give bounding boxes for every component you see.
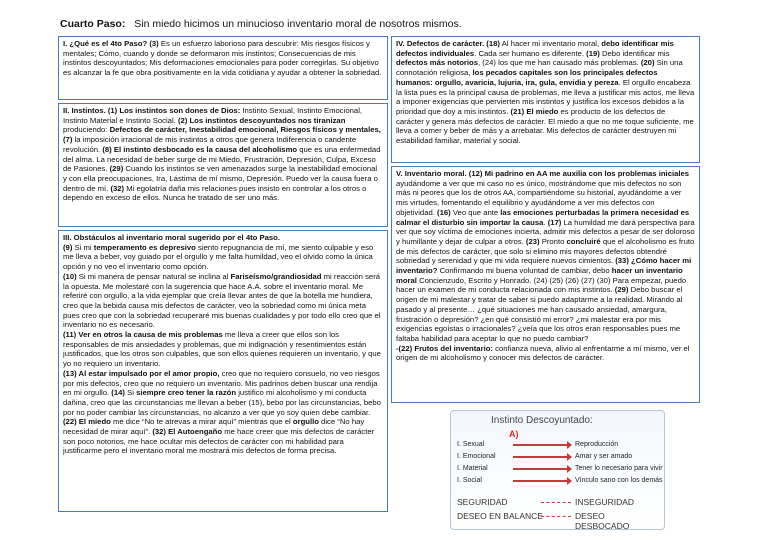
s2-j: Cuando los instintos se ven amenazados surge la inestabilidad emocional y con ella preocupaciones, Ira, Lástima de mí mismo, Depresión. Puedo ver la causa fuera o dentro de mí. [63, 164, 378, 193]
s3-p4b: creo que no requiero consuelo, no veo riesgos por mis defectos, creo que no requiero un inventario. Mis padrinos deben buscar una rendija en mi orgullo. [63, 368, 380, 398]
s2-l: Mi egolatría daña mis relaciones pues insisto en controlar a los otros o dependo en exceso de ellos. Nunca he tratado de ser uno más. [63, 183, 367, 203]
arrow-right-icon [513, 444, 571, 446]
s5-p: Concienzudo, Escrito y Honrado. (24) (25) (26) (27) (30) Para empezar, puedo hacer un examen de mi conducta relacionada con mis instintos. [396, 275, 687, 295]
s5-a: V. Inventario moral. (12) Mi padrino en AA me auxilia con los problemas iniciales [396, 169, 690, 178]
s3-para-5 [63, 417, 383, 456]
s4-n: es producto de los defectos de carácter y genera más defectos de carácter. El miedo a que no me toque suficiente, me lleva a comer y beber de más y a arrebatar. Mis defectos de carácter destruyen mi estabilidad familiar, material y social. [396, 106, 694, 146]
s2-c: (2) Los instintos descoyuntados nos tiranizan [177, 115, 346, 125]
section-1-text [63, 39, 383, 78]
dashed-arrow-icon [541, 516, 571, 517]
s5-d: Veo que ante [450, 207, 501, 217]
diagram-bottom-left: DESEO EN BALANCE [457, 511, 543, 521]
section-4-text [396, 39, 695, 146]
s5-j: Pronto [539, 236, 567, 246]
s3-p1d: siento repugnancia de mí, me siento culpable y eso me lleva a beber, voy guiado por el orgullo y me falta humildad, veo el olvido como la única opción y no veo el inventario como opción. [63, 242, 374, 272]
s5-q: (29) [614, 285, 629, 295]
s4-c: debo identificar mis defectos individuales [396, 39, 674, 58]
s3-p1b: Si mi [72, 242, 94, 252]
diagram-bottom-left: SEGURIDAD [457, 497, 508, 507]
s5-o: hacer un inventario moral [396, 266, 683, 285]
dashed-arrow-icon [541, 502, 571, 503]
section-what-is-step-4 [58, 36, 388, 100]
s5-f: . [543, 217, 548, 227]
s2-h: que es una enfermedad del alma. La necesidad de beber surge de mi Miedo, Frustración, Depresión, Culpa, Exceso de Pasiones. [63, 144, 381, 174]
instinct-diagram [450, 410, 665, 530]
s4-b: Al hacer mi inventario moral, [499, 39, 602, 48]
s3-p3b: me lleva a creer que ellos son los responsables de mis ansiedades y problemas, que mi indignación y resentimientos están justificados, que los otros son culpables, que son ellos quienes requieren un inventario, y que yo no requiero un inventario. [63, 330, 381, 369]
s4-a: IV. Defectos de carácter. (18) [396, 39, 500, 48]
s2-d: produciendo: [63, 125, 110, 135]
s5-i: (23) [525, 236, 540, 246]
s5-g: (17) [547, 217, 562, 227]
s2-k: (32) [110, 183, 125, 193]
s2-i: (29) [109, 164, 124, 174]
diagram-bottom-right: DESEO DESBOCADO [575, 511, 630, 530]
s5-n: Confirmando mi buena voluntad de cambiar, debo [437, 266, 612, 276]
s5-para-1 [396, 169, 695, 344]
s4-i: (20) [640, 58, 655, 68]
diagram-row [457, 465, 661, 474]
s4-h: , (24) los que me han causado más problemas. [478, 58, 641, 68]
s3-p2b: Si mi manera de pensar natural se inclina al [76, 271, 231, 281]
section-2-text [63, 106, 383, 203]
diagram-label: A) [509, 429, 519, 439]
diagram-bottom-right: INSEGURIDAD [575, 497, 635, 507]
section-character-defects [391, 36, 700, 163]
s3-p4f: justifico mi alcoholismo y mi conducta dañina, creo que las circunstancias me llevan a beber (15), bebo por las circunstancias, bebo por no poder cambiar las circunstancias, no alcanzo a ver que yo soy quien debe cambiar. [63, 388, 381, 417]
s3-para-1 [63, 243, 383, 272]
diagram-row [457, 453, 661, 462]
s4-g: defectos más notorios [396, 58, 479, 68]
s3-p2d: mi reacción será la opuesta. Me molestaré con la sugerencia que hace A.A. sobre el inventario moral. Me referiré con orgullo, a la vida ejemplar que creía llevar antes de que la botella me hundiera, creo que la bebida causa mis defectos de carácter, veo la sobriedad como mi única meta pues creo que con la sobriedad recuperaré mis buenas cualidades y por todo ello creo que el inventario no es necesario. [63, 271, 381, 330]
s3-p3a: (11) Ver en otros la causa de mis problemas [63, 330, 223, 340]
s5-k: concluiré [566, 236, 601, 246]
s4-k: los pecados capitales son los principales defectos humanos: orgullo, avaricia, lujuria, ira, gula, envidia y pereza [396, 68, 658, 87]
s3-p2c: Fariseísmo/grandiosidad [230, 271, 322, 281]
s3-para-2 [63, 272, 383, 330]
section-obstacles [58, 230, 388, 512]
s5-b: ayudándome a ver que mi caso no es único, mostrándome que mis defectos no son más ni peores que los de otros AA, compartiéndome su historial, ayudándome a ver mis virtudes, fomentando el equilibrio y ayudándome a ver mis defectos con objetividad. [396, 178, 682, 217]
s4-e: (19) [586, 48, 600, 58]
s3-p1a: (9) [63, 242, 73, 252]
diagram-row-right: Reproducción [575, 441, 619, 448]
s3-p5d: dice “No hay necesidad de mirar aquí”. [63, 417, 365, 437]
diagram-title: Instinto Descoyuntado: [491, 415, 593, 426]
title-label: Cuarto Paso: [60, 18, 126, 30]
arrow-right-icon [513, 456, 571, 458]
s3-p4e: siempre creo tener la razón [136, 388, 237, 398]
s3-p5a: (22) El miedo [63, 417, 111, 427]
s5-h: La humildad me dará perspectiva para ver que soy víctima de emociones incierta, admitir mis defectos a pesar de ser doloroso y humillante y dejar de culpar a otros. [396, 217, 695, 246]
s3-heading [63, 233, 383, 243]
diagram-row-left: I. Social [457, 477, 482, 484]
s4-d: . Cada ser humano es diferente. [474, 48, 587, 58]
diagram-row [457, 477, 661, 486]
section-moral-inventory [391, 166, 700, 403]
s5-c: (16) [437, 207, 451, 217]
s2-a: II. Instintos. (1) Los instintos son dones de Dios: [63, 106, 241, 115]
s2-f: la imposición irracional de mis instintos a otros que genera Indiferencia o candente revolución. [63, 135, 357, 154]
s3-p4a: (13) Al estar impulsado por el amor propio, [63, 368, 220, 378]
s4-j: Sin una connotación religiosa, [396, 58, 683, 78]
s3-p5f: me hace creer que mis defectos de carácter son poco notorios, me hace ocultar mis defectos de carácter con mi habilidad para justificarme pero el inventario moral me mostrará mis defectos de forma precisa. [63, 427, 375, 456]
arrow-right-icon [513, 468, 571, 470]
s5-r: Debo buscar el origen de mi malestar y tratar de saber si puedo adaptarme a la realidad. Mirando al pasado y al presente… ¿qué situaciones me han causado ansiedad, amargura, frustración o depresión? ¿en qué consistió mi error? ¿mi malestar era por mis exigencias egoístas o irracionales? ¿veía que los otros eran responsables pues me faltaba habilidad para aceptar lo que no puedo cambiar? [396, 285, 683, 343]
s5-e: las emociones perturbadas la primera necesidad es calmar el disturbio sin importar la causa [396, 207, 690, 227]
diagram-row-left: I. Material [457, 465, 488, 472]
s4-m: (21) El miedo [510, 106, 559, 116]
s3-heading-text: III. Obstáculos al inventario moral sugerido por el 4to Paso. [63, 233, 281, 242]
diagram-row-right: Amar y ser amado [575, 453, 633, 460]
s3-p2a: (10) [63, 271, 77, 281]
diagram-row-right: Tener lo necesario para vivir [575, 465, 663, 472]
s5-t: confianza nueva, alivio al enfrentarme a mí mismo, ver el origen de mi alcoholismo y conocer mis defectos de carácter. [396, 343, 690, 363]
section-instincts [58, 103, 388, 227]
s3-p4d: Si [124, 388, 137, 398]
s3-p1c: temperamento es depresivo [93, 242, 196, 252]
s4-l: . El orgullo encabeza la lista pues es la principal causa de problemas, me lleva a justificar mis actos, me lleva a imponer exigencias que pervierten mis instintos y justifica los excesos debidos a la prioridad que doy a mis instintos. [396, 77, 695, 116]
section-1-heading: I. ¿Qué es el 4to Paso? [63, 39, 148, 48]
arrow-right-icon [513, 480, 571, 482]
s3-para-4 [63, 369, 383, 418]
s3-p5c: orgullo [292, 417, 319, 427]
title-text: Sin miedo hicimos un minucioso inventario moral de nosotros mismos. [134, 18, 462, 30]
s5-m: (33) ¿Cómo hacer mi inventario? [396, 256, 692, 276]
s2-b: Instinto Sexual, Instinto Emocional, Instinto Material e Instinto Social. [63, 106, 363, 125]
s4-f: Debo identificar mis [599, 48, 670, 58]
diagram-row-left: I. Sexual [457, 441, 485, 448]
section-1-ref: (3) [149, 39, 159, 48]
diagram-row-right: Vínculo sano con los demás [575, 477, 663, 484]
s2-e: Defectos de carácter, Inestabilidad emocional, Riesgos físicos y mentales, (7) [63, 125, 381, 145]
diagram-row-left: I. Emocional [457, 453, 496, 460]
diagram-row [457, 441, 661, 450]
s3-p4c: (14) [111, 388, 125, 398]
s5-l: que el alcoholismo es fruto de mis defectos de carácter, que solo si elimino mis mayores defectos obtendré sobriedad y serenidad y que mi vida requiere nuevos cimientos. [396, 236, 695, 266]
s5-para-2 [396, 344, 695, 363]
s3-p5e: (32) El Autoengaño [152, 427, 223, 437]
section-1-body: Es un esfuerzo laborioso para descubrir: Mis riesgos físicos y mentales; Cómo, cuando y donde se deformaron mis instintos; Consecuencias de mis instintos descoyuntados; Mis deformaciones emocionales para poder corregirlas. Su objetivo es alcanzar la fe que obra positivamente en la vida cotidiana y ayudar a obtener la sobriedad. [63, 39, 382, 78]
s3-p5b: me dice “No te atrevas a mirar aquí” mientras que el [110, 417, 293, 427]
s2-g: (8) El instinto desbocado es la causa del alcoholismo [102, 144, 298, 154]
page-title [60, 18, 720, 30]
s3-para-3 [63, 330, 383, 369]
s5-s: -(22) Frutos del inventario: [396, 343, 493, 353]
